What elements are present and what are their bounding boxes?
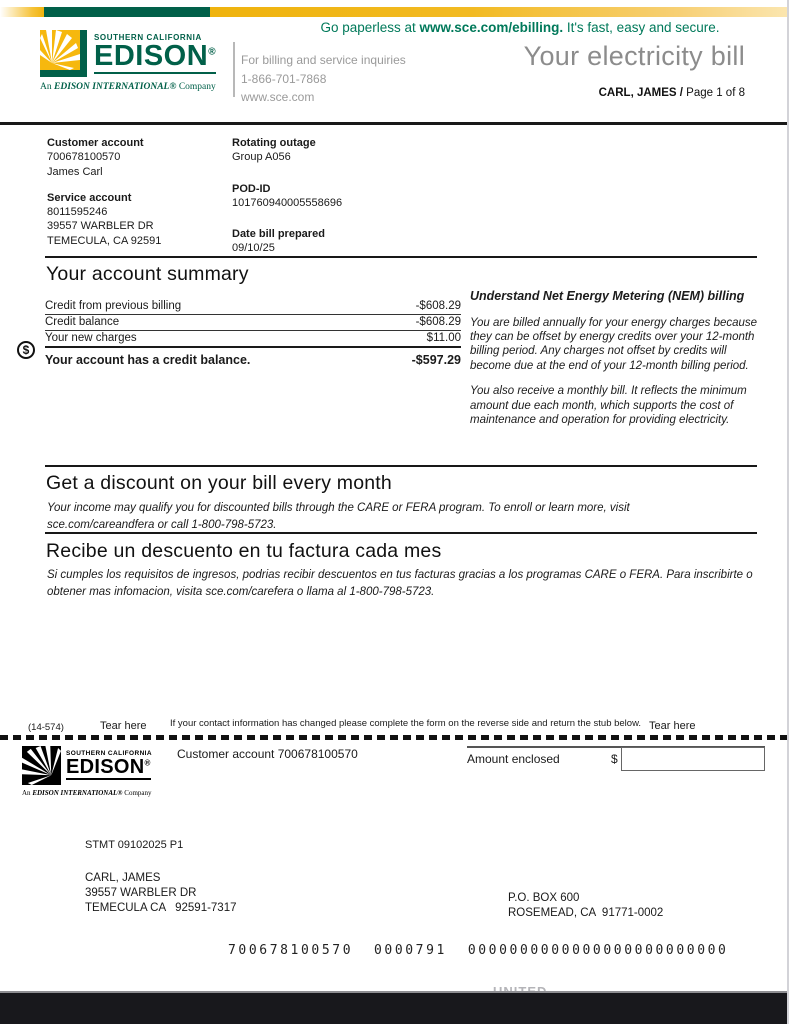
summary-row-label: Credit from previous billing — [45, 300, 182, 312]
contact-change-notice: If your contact information has changed please complete the form on the reverse side and return the stub below. — [170, 718, 642, 729]
service-address-line2: TEMECULA, CA 92591 — [47, 234, 162, 247]
tear-here-right-label: Tear here — [649, 720, 696, 732]
nem-info-block — [470, 289, 761, 438]
stub-logo-name: EDISON — [66, 756, 145, 778]
rotating-outage-value: Group A056 — [232, 151, 291, 164]
logo-name-text — [94, 42, 216, 74]
summary-row-amount: -$608.29 — [415, 316, 461, 328]
mail-name: CARL, JAMES — [85, 872, 161, 884]
amount-enclosed-input[interactable] — [621, 747, 765, 771]
discount-heading-spanish: Recibe un descuento en tu factura cada mes — [46, 540, 442, 562]
customer-name: James Carl — [47, 165, 103, 178]
nem-paragraph-2: You also receive a monthly bill. It reflects the minimum amount due each month, which supports the cost of maintenance and operation for providing electricity. — [470, 385, 747, 426]
summary-row-label: Your new charges — [45, 332, 137, 344]
pod-id-label: POD-ID — [232, 182, 271, 195]
ebilling-url: www.sce.com/ebilling. — [419, 20, 564, 35]
customer-account-number: 700678100570 — [47, 151, 121, 164]
logo-tagline — [40, 82, 240, 92]
statement-code: STMT 09102025 P1 — [85, 839, 184, 851]
stub-tagline-brand: EDISON INTERNATIONAL® — [32, 789, 123, 797]
stub-logo-name-text — [66, 757, 151, 780]
discount-es-rule — [45, 532, 757, 534]
sunburst-bw-icon — [22, 746, 61, 785]
rotating-outage-label: Rotating outage — [232, 137, 316, 149]
contact-website: www.sce.com — [241, 90, 315, 105]
tagline-prefix: An — [40, 82, 54, 92]
discount-body-english: Your income may qualify you for discounted bills through the CARE or FERA program. To enroll or learn more, visit sce.com/careandfera or call 1-800-798-5723. — [47, 502, 630, 531]
account-info-left — [47, 136, 161, 260]
summary-row-amount: -$608.29 — [415, 300, 461, 312]
header-vertical-divider — [233, 42, 235, 97]
recipient-name: CARL, JAMES / — [598, 87, 683, 99]
header-rule — [0, 122, 789, 125]
logo-name: EDISON — [94, 40, 209, 72]
contact-inquiries-label: For billing and service inquiries — [241, 53, 406, 67]
recipient-page-indicator — [599, 87, 745, 99]
date-prepared-value: 09/10/25 — [232, 242, 275, 255]
ocr-scanline: 700678100570 0000791 0000000000000000000000000 — [228, 943, 729, 958]
sce-logo-stub — [22, 746, 172, 797]
contact-phone: 1-866-701-7868 — [241, 71, 327, 86]
stub-logo-tagline — [22, 789, 172, 797]
account-info-right — [232, 136, 342, 273]
sce-logo — [40, 30, 240, 92]
summary-total-label: Your account has a credit balance. — [45, 353, 251, 367]
discount-heading-english: Get a discount on your bill every month — [46, 472, 392, 494]
sunburst-icon — [40, 30, 87, 77]
remit-address-line1: P.O. BOX 600 — [508, 892, 580, 904]
stub-registered-mark: ® — [144, 758, 151, 768]
stub-tagline-suffix: Company — [122, 789, 152, 797]
summary-total-row — [45, 348, 461, 367]
tagline-brand: EDISON INTERNATIONAL® — [54, 82, 177, 92]
tear-here-left-label: Tear here — [100, 720, 147, 732]
stub-tagline-prefix: An — [22, 789, 33, 797]
page-number: Page 1 of 8 — [682, 87, 745, 99]
logo-region-text: SOUTHERN CALIFORNIA — [94, 33, 202, 42]
customer-account-label: Customer account — [47, 137, 144, 149]
pod-id-value: 101760940005558696 — [232, 196, 343, 209]
go-paperless-suffix: It's fast, easy and secure. — [563, 20, 720, 35]
go-paperless-banner — [280, 20, 760, 35]
summary-total-amount: -$597.29 — [411, 353, 461, 367]
date-prepared-label: Date bill prepared — [232, 228, 325, 241]
mailing-address-block — [85, 871, 237, 917]
tear-dashed-line — [0, 735, 789, 740]
go-paperless-prefix: Go paperless at — [320, 20, 420, 35]
remit-address-block — [508, 891, 663, 921]
page-title: Your electricity bill — [523, 41, 745, 71]
nem-paragraph-1: You are billed annually for your energy charges because they can be offset by energy credits over your 12-month billing period. Any charges not offset by credits will become due at the end of your 12-month billing period. — [470, 316, 758, 372]
mail-address-line1: 39557 WARBLER DR — [85, 887, 197, 900]
service-account-label: Service account — [47, 191, 132, 204]
nem-heading: Understand Net Energy Metering (NEM) billing — [470, 289, 745, 303]
top-accent-band — [0, 7, 789, 17]
amount-enclosed-label: Amount enclosed — [467, 752, 560, 766]
discount-section-rule — [45, 465, 757, 467]
service-account-number: 8011595246 — [47, 206, 108, 219]
discount-body-spanish: Si cumples los requisitos de ingresos, podrias recibir descuentos en tus facturas gracias a los programas CARE o FERA. Para inscribirte o obtener mas infomacion, visita sce.com/carefera o llama al 1-800-798-5723. — [47, 569, 753, 598]
stub-logo-region-text: SOUTHERN CALIFORNIA — [66, 750, 152, 757]
summary-section-rule — [45, 256, 757, 258]
mail-address-line2: TEMECULA CA 92591-7317 — [85, 902, 237, 915]
billing-contact-block — [241, 51, 406, 107]
stub-customer-account: Customer account 700678100570 — [177, 747, 358, 761]
table-row — [45, 299, 461, 315]
credit-dollar-icon: $ — [17, 341, 35, 359]
account-summary-table — [45, 299, 461, 367]
account-summary-heading: Your account summary — [46, 263, 249, 285]
form-code: (14-574) — [28, 722, 64, 733]
table-row — [45, 315, 461, 331]
table-row — [45, 331, 461, 348]
currency-symbol: $ — [611, 752, 618, 766]
summary-row-amount: $11.00 — [426, 332, 461, 344]
footer-dark-bar — [0, 993, 789, 1024]
tagline-suffix: Company — [176, 82, 216, 92]
summary-row-label: Credit balance — [45, 316, 120, 328]
service-address-line1: 39557 WARBLER DR — [47, 220, 154, 233]
registered-mark: ® — [208, 46, 217, 58]
remit-address-line2: ROSEMEAD, CA 91771-0002 — [508, 907, 664, 920]
